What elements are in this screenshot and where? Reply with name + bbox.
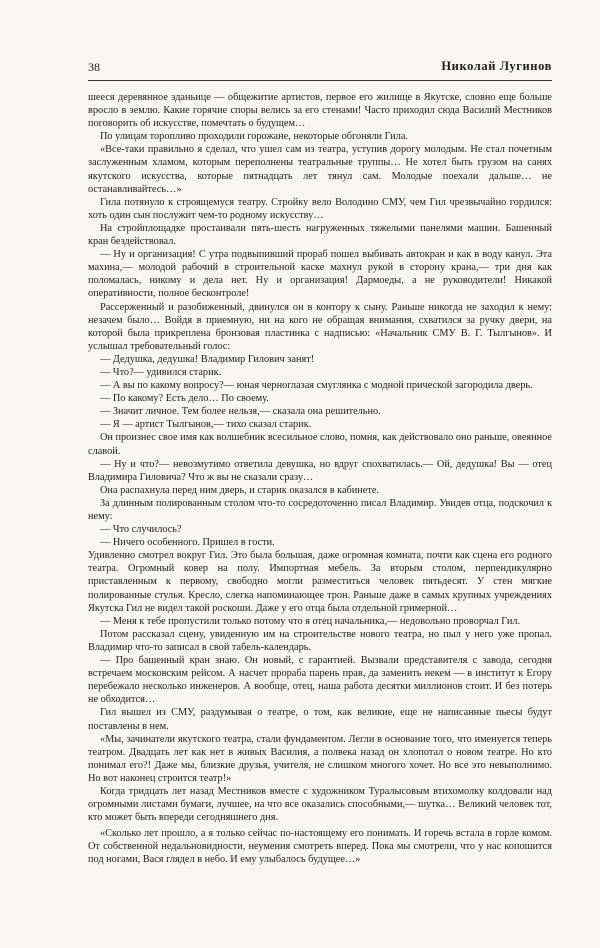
paragraph: — Про башенный кран знаю. Он новый, с гарантией. Вызвали представителя с завода, сегодня встречаем московским рейсом. А насчет прораба парень прав, да заменить некем — в институт к Егору перебежало несколько инженеров. А вообще, отец, наша работа десятки миллионов стоит. И без потерь не обходится… <box>88 655 552 706</box>
paragraph: — Дедушка, дедушка! Владимир Гилович занят! <box>100 353 315 365</box>
paragraph: Когда тридцать лет назад Местников вместе с художником Туралысовым втихомолку колдовали над огромными листами бумаги, лучшее, на что все оказались способными,— шутка… Великий человек тот, кто может быть впереди сегодняшнего дня. <box>88 785 552 824</box>
running-head-author: Николай Лугинов <box>441 59 552 73</box>
paragraph: — Ничего особенного. Пришел в гости. <box>100 537 275 549</box>
paragraph: Она распахнула перед ним дверь, и старик оказался в кабинете. <box>100 484 380 496</box>
paragraph: — По какому? Есть дело… По своему. <box>100 393 269 405</box>
paragraph: — Что?— удивился старик. <box>100 366 222 378</box>
page-number: 38 <box>88 60 100 74</box>
paragraph: Потом рассказал сцену, увиденную им на строительстве нового театра, но пыл у него уже пропал. Владимир что-то записал в свой табель-календарь. <box>88 628 552 653</box>
paragraph: шееся деревянное зданьице — общежитие артистов, первое его жилище в Якутске, словно еще больше вросло в землю. Какие горячие споры велись за его стенами! Часто приходил сюда Василий Местников поговорить об искусстве, помечтать о будущем… <box>88 92 552 130</box>
paragraph: — Значит личное. Тем более нельзя,— сказала она решительно. <box>100 406 381 418</box>
paragraph: Рассерженный и разобиженный, двинулся он в контору к сыну. Раньше никогда не заходил к нему: незачем было… Войдя в приемную, ни на кого не обращая внимания, схватился за ручку двери, на которой была прикреплена бронзовая пластинка с надписью: «Начальник СМУ В. Г. Тылгынов». И услышал требовательный голос: <box>88 301 552 352</box>
paragraph: По улицам торопливо проходили горожане, некоторые обгоняли Гила. <box>100 131 408 143</box>
paragraph: На стройплощадке простаивали пять-шесть нагруженных тяжелыми панелями машин. Башенный кран бездействовал. <box>88 222 552 248</box>
paragraph: За длинным полированным столом что-то сосредоточенно писал Владимир. Увидев отца, подскочил к нему: <box>88 497 552 522</box>
paragraph: Гила потянуло к строящемуся театру. Стройку вело Володино СМУ, чем Гил чрезвычайно гордился: хоть один сын послужит чем-то родному искусству… <box>88 196 552 221</box>
page-header <box>88 58 552 81</box>
paragraph: Удивленно смотрел вокруг Гил. Это была большая, даже огромная комната, почти как сцена его родного театра. Огромный ковер на полу. Импортная мебель. За вторым столом, перпендикулярно приставленным к первому, свободно могли разместиться человек пятьдесят. У стен мягкие полированные стулья. Кресло, слегка напоминающее трон. Раньше даже в самых крупных учреждениях Якутска Гил не видел такой роскоши. Даже у его отца была отдельной гримерной… <box>88 550 552 614</box>
paragraph: «Мы, зачинатели якутского театра, стали фундаментом. Легли в основание того, что именуется теперь театром. Двадцать лет как нет в живых Василия, а полвека назад он хлопотал о новом театре. Но кто понимал его?! Даже мы, близкие друзья, учителя, не слишком многого хочет. Но все это невыполнимо. Но вот наконец строится театр!» <box>88 733 552 784</box>
paragraph: «Сколько лет прошло, а я только сейчас по-настоящему его понимать. И горечь встала в горле комом. От собственной недальновидности, неумения смотреть вперед. Пока мы смотрели, что у нас копошится под ногами, Вася глядел в небо. И ему улыбалось будущее…» <box>88 828 552 866</box>
paragraph: — Меня к тебе пропустили только потому что я отец начальника,— недовольно проворчал Гил. <box>100 615 521 627</box>
paragraph: — Что случилось? <box>100 524 182 536</box>
paragraph: — Я — артист Тылгынов,— тихо сказал старик. <box>100 419 312 431</box>
paragraph: — А вы по какому вопросу?— юная черноглазая смуглянка с модной прической загородила дверь. <box>100 380 533 392</box>
paragraph: — Ну и организация! С утра подвыпивший прораб пошел выбивать автокран и как в воду канул. Эта махина,— молодой рабочий в строительной каске махнул рукой в сторону крана,— три дня как поломалась, никому и дела нет. Ну и организация! Дармоеды, а не руководители! Никакой оперативности, полное бесконтроле! <box>88 249 552 300</box>
paragraph: Он произнес свое имя как волшебник всесильное слово, помня, как действовало оно раньше, овеянное славой. <box>88 432 552 457</box>
paragraph: Гил вышел из СМУ, раздумывая о театре, о том, как великие, еще не написанные пьесы будут поставлены в нем. <box>88 707 552 732</box>
paragraph: «Все-таки правильно я сделал, что ушел сам из театра, уступив дорогу молодым. Не стал почетным заслуженным хламом, которым переполнены театральные труппы… Не хотел быть грузом на санях якутского искусства, которые пятнадцать лет тянул сам. Молодые поехали дальше… не останавливайтесь…» <box>88 144 552 195</box>
paragraph: — Ну и что?— невозмутимо ответила девушка, но вдруг спохватилась.— Ой, дедушка! Вы — отец Владимира Гиловича? Что ж вы не сказали сразу… <box>88 458 552 483</box>
page-body <box>88 91 552 867</box>
